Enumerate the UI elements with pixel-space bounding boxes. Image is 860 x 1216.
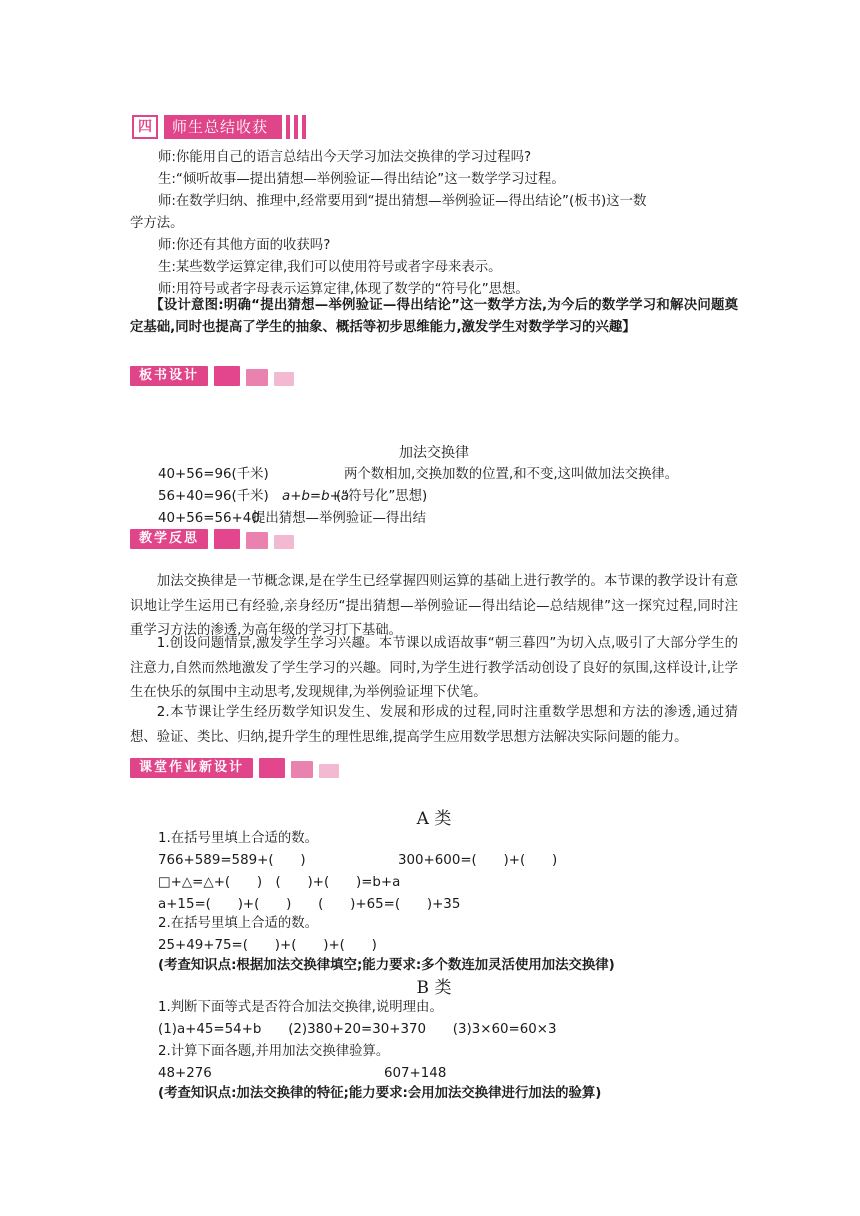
- banner-square: [274, 535, 294, 549]
- dialog-line: 生:“倾听故事—提出猜想—举例验证—得出结论”这一数学学习过程。: [158, 172, 565, 187]
- board-line: 40+56=96(千米): [158, 467, 269, 482]
- banner-square: [259, 758, 285, 778]
- banner-bar: [286, 115, 290, 139]
- reflection-paragraph: 2.本节课让学生经历数学知识发生、发展和形成的过程,同时注重数学思想和方法的渗透,通过猜想、验证、类比、归纳,提升学生的理性思维,提高学生应用数学思想方法解决实际问题的能力。: [130, 705, 738, 745]
- design-intent: 【设计意图:明确“提出猜想—举例验证—得出结论”这一数学方法,为今后的数学学习和解决问题奠定基础,同时也提高了学生的抽象、概括等初步思维能力,激发学生对数学学习的兴趣】: [130, 298, 738, 335]
- banner-square: [274, 372, 294, 386]
- section-banner-board: [130, 366, 294, 386]
- banner-square: [291, 761, 313, 778]
- board-line: 提出猜想—举例验证—得出结: [252, 511, 427, 526]
- dialog-line: 师:用符号或者字母表示运算定律,体现了数学的“符号化”思想。: [158, 282, 529, 297]
- dialog-line: 生:某些数学运算定律,我们可以使用符号或者字母来表示。: [158, 260, 502, 275]
- section-title: 师生总结收获: [164, 115, 282, 139]
- banner-label: 教学反思: [130, 529, 208, 549]
- board-line: 40+56=56+40: [158, 511, 260, 526]
- board-title: 加法交换律: [399, 445, 469, 461]
- dialog-line: 师:你还有其他方面的收获吗?: [158, 238, 331, 253]
- question: 1.在括号里填上合适的数。: [158, 831, 319, 846]
- reflection-paragraph: 1.创设问题情景,激发学生学习兴趣。本节课以成语故事“朝三暮四”为切入点,吸引了大部分学生的注意力,自然而然地激发了学生学习的兴趣。同时,为学生进行教学活动创设了良好的氛围,这样设计,让学生在快乐的氛围中主动思考,发现规律,为举例验证埋下伏笔。: [130, 636, 738, 700]
- banner-square: [214, 366, 240, 386]
- category-a-title: A 类: [416, 809, 452, 829]
- banner-bar: [302, 115, 306, 139]
- board-line: (“符号化”思想): [336, 489, 428, 504]
- category-b-title: B 类: [416, 978, 452, 998]
- question-note: (考查知识点:加法交换律的特征;能力要求:会用加法交换律进行加法的验算): [158, 1086, 602, 1101]
- question: 2.计算下面各题,并用加法交换律验算。: [158, 1044, 390, 1059]
- banner-label: 板书设计: [130, 366, 208, 386]
- board-line: 两个数相加,交换加数的位置,和不变,这叫做加法交换律。: [344, 467, 679, 482]
- question-line: a+15=( )+( ) ( )+65=( )+35: [158, 897, 461, 912]
- reflection-paragraph: 加法交换律是一节概念课,是在学生已经掌握四则运算的基础上进行教学的。本节课的教学设计有意识地让学生运用已有经验,亲身经历“提出猜想—举例验证—得出结论—总结规律”这一探究过程,同时注重学习方法的渗透,为高年级的学习打下基础。: [130, 574, 738, 638]
- question-line: 607+148: [384, 1066, 447, 1081]
- dialog-line: 师:你能用自己的语言总结出今天学习加法交换律的学习过程吗?: [158, 150, 532, 165]
- section-banner-reflection: [130, 529, 294, 549]
- question: 2.在括号里填上合适的数。: [158, 916, 319, 931]
- dialog-line: 学方法。: [130, 216, 184, 231]
- banner-bar: [294, 115, 298, 139]
- question-note: (考查知识点:根据加法交换律填空;能力要求:多个数连加灵活使用加法交换律): [158, 958, 615, 973]
- banner-square: [214, 529, 240, 549]
- question: 1.判断下面等式是否符合加法交换律,说明理由。: [158, 1000, 443, 1015]
- dialog-line: 师:在数学归纳、推理中,经常要用到“提出猜想—举例验证—得出结论”(板书)这一数: [158, 194, 647, 209]
- section-banner-summary: [132, 115, 306, 139]
- banner-square: [246, 369, 268, 386]
- section-banner-homework: [130, 758, 339, 778]
- question-line: 300+600=( )+( ): [398, 853, 558, 868]
- question-line: 48+276: [158, 1066, 212, 1081]
- question-line: □+△=△+( ) ( )+( )=b+a: [158, 875, 401, 890]
- section-number: 四: [132, 115, 158, 139]
- question-line: 766+589=589+( ): [158, 853, 306, 868]
- board-line: 56+40=96(千米): [158, 489, 269, 504]
- question-line: 25+49+75=( )+( )+( ): [158, 938, 377, 953]
- question-line: (1)a+45=54+b (2)380+20=30+370 (3)3×60=60×3: [158, 1022, 557, 1037]
- board-formula: a+b=b+a: [282, 489, 350, 504]
- banner-square: [319, 764, 339, 778]
- banner-square: [246, 532, 268, 549]
- banner-label: 课堂作业新设计: [130, 758, 253, 778]
